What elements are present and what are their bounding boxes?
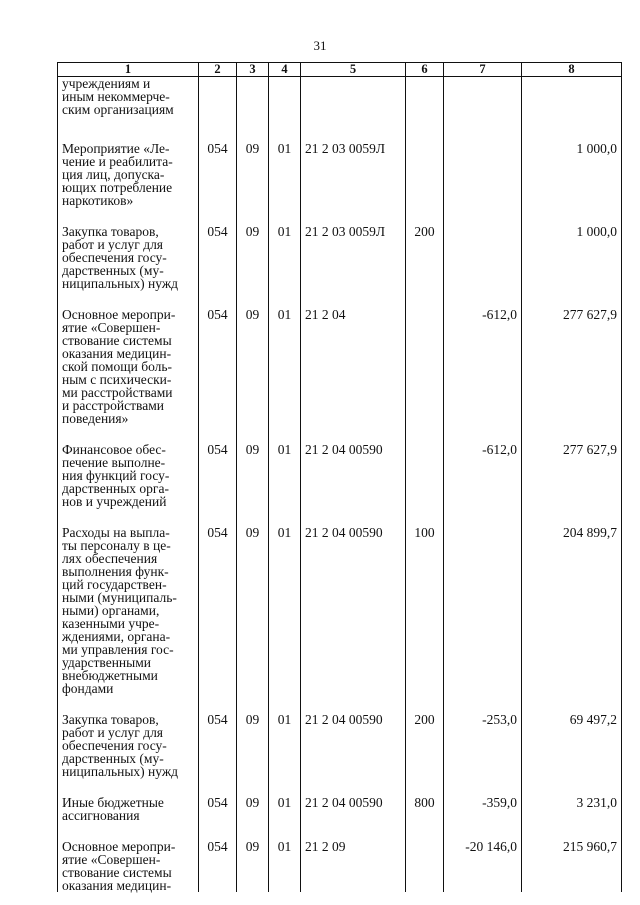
change-amount-cell: -612,0 bbox=[444, 443, 522, 526]
row-name-line: ассигнования bbox=[62, 808, 140, 823]
change-amount-cell bbox=[444, 225, 522, 308]
row-name-line: Закупка товаров, bbox=[62, 224, 159, 239]
row-name-line: ми расстройствами bbox=[62, 385, 173, 400]
target-article-cell: 21 2 03 0059Л bbox=[301, 142, 406, 225]
row-name-line: Мероприятие «Ле- bbox=[62, 141, 170, 156]
row-name-line: иным некоммерче- bbox=[62, 89, 170, 104]
column-header: 6 bbox=[406, 63, 444, 77]
subsection-cell: 01 bbox=[269, 142, 301, 225]
row-name-cell bbox=[58, 225, 199, 308]
total-amount-cell: 215 960,7 bbox=[522, 840, 622, 892]
subsection-cell: 01 bbox=[269, 443, 301, 526]
row-name-line: ций государствен- bbox=[62, 577, 167, 592]
section-cell: 09 bbox=[237, 308, 269, 443]
row-name-line: ниципальных) нужд bbox=[62, 764, 179, 779]
column-header: 8 bbox=[522, 63, 622, 77]
total-amount-cell: 3 231,0 bbox=[522, 796, 622, 840]
change-amount-cell bbox=[444, 526, 522, 713]
expense-type-cell: 200 bbox=[406, 713, 444, 796]
row-name-line: ской помощи боль- bbox=[62, 359, 173, 374]
row-name-line: ятие «Совершен- bbox=[62, 320, 161, 335]
section-cell: 09 bbox=[237, 840, 269, 892]
row-name-cell bbox=[58, 840, 199, 892]
row-name-line: работ и услуг для bbox=[62, 725, 164, 740]
table-row bbox=[58, 308, 622, 443]
row-name-line: обеспечения госу- bbox=[62, 250, 167, 265]
row-name-cell bbox=[58, 77, 199, 143]
row-name-line: ствование системы bbox=[62, 865, 172, 880]
change-amount-cell: -20 146,0 bbox=[444, 840, 522, 892]
target-article-cell: 21 2 03 0059Л bbox=[301, 225, 406, 308]
row-name-line: и расстройствами bbox=[62, 398, 164, 413]
column-header: 2 bbox=[199, 63, 237, 77]
row-name-line: ным с психически- bbox=[62, 372, 172, 387]
section-cell: 09 bbox=[237, 443, 269, 526]
expense-type-cell: 200 bbox=[406, 225, 444, 308]
row-name-line: ждениями, органа- bbox=[62, 629, 171, 644]
section-cell: 09 bbox=[237, 225, 269, 308]
row-name-line: ния функций госу- bbox=[62, 468, 170, 483]
page-number: 31 bbox=[313, 38, 327, 53]
target-article-cell: 21 2 04 00590 bbox=[301, 713, 406, 796]
column-header: 4 bbox=[269, 63, 301, 77]
target-article-cell bbox=[301, 77, 406, 143]
change-amount-cell bbox=[444, 142, 522, 225]
subsection-cell bbox=[269, 77, 301, 143]
row-name-line: Расходы на выпла- bbox=[62, 525, 170, 540]
subsection-cell: 01 bbox=[269, 796, 301, 840]
row-name-cell bbox=[58, 308, 199, 443]
total-amount-cell: 277 627,9 bbox=[522, 308, 622, 443]
row-name-line: казенными учре- bbox=[62, 616, 160, 631]
row-name-line: нов и учреждений bbox=[62, 494, 167, 509]
row-name-line: Закупка товаров, bbox=[62, 712, 159, 727]
table-row bbox=[58, 840, 622, 892]
target-article-cell: 21 2 04 00590 bbox=[301, 443, 406, 526]
change-amount-cell bbox=[444, 77, 522, 143]
row-name-line: учреждениям и bbox=[62, 76, 151, 91]
expense-type-cell bbox=[406, 77, 444, 143]
gov-code-cell: 054 bbox=[199, 840, 237, 892]
row-name-line: работ и услуг для bbox=[62, 237, 164, 252]
row-name-line: ными) органами, bbox=[62, 603, 160, 618]
section-cell: 09 bbox=[237, 526, 269, 713]
gov-code-cell: 054 bbox=[199, 142, 237, 225]
change-amount-cell: -253,0 bbox=[444, 713, 522, 796]
row-name-cell bbox=[58, 713, 199, 796]
table-row bbox=[58, 142, 622, 225]
row-name-cell bbox=[58, 796, 199, 840]
target-article-cell: 21 2 04 00590 bbox=[301, 796, 406, 840]
table-header-row bbox=[58, 63, 622, 77]
subsection-cell: 01 bbox=[269, 713, 301, 796]
gov-code-cell: 054 bbox=[199, 526, 237, 713]
subsection-cell: 01 bbox=[269, 225, 301, 308]
change-amount-cell: -612,0 bbox=[444, 308, 522, 443]
section-cell: 09 bbox=[237, 713, 269, 796]
row-name-cell bbox=[58, 443, 199, 526]
row-name-line: оказания медицин- bbox=[62, 878, 172, 893]
gov-code-cell: 054 bbox=[199, 443, 237, 526]
subsection-cell: 01 bbox=[269, 840, 301, 892]
column-header: 5 bbox=[301, 63, 406, 77]
table-row bbox=[58, 225, 622, 308]
row-name-line: ция лиц, допуска- bbox=[62, 167, 165, 182]
row-name-line: внебюджетными bbox=[62, 668, 158, 683]
target-article-cell: 21 2 09 bbox=[301, 840, 406, 892]
target-article-cell: 21 2 04 bbox=[301, 308, 406, 443]
row-name-line: наркотиков» bbox=[62, 193, 134, 208]
column-header: 3 bbox=[237, 63, 269, 77]
expense-type-cell bbox=[406, 308, 444, 443]
row-name-line: Основное меропри- bbox=[62, 839, 176, 854]
section-cell bbox=[237, 77, 269, 143]
total-amount-cell: 69 497,2 bbox=[522, 713, 622, 796]
row-name-line: ниципальных) нужд bbox=[62, 276, 179, 291]
section-cell: 09 bbox=[237, 142, 269, 225]
table-row bbox=[58, 713, 622, 796]
row-name-line: ским организациям bbox=[62, 102, 174, 117]
table-row bbox=[58, 77, 622, 143]
row-name-line: Иные бюджетные bbox=[62, 795, 164, 810]
row-name-cell bbox=[58, 142, 199, 225]
gov-code-cell: 054 bbox=[199, 308, 237, 443]
target-article-cell: 21 2 04 00590 bbox=[301, 526, 406, 713]
row-name-line: ствование системы bbox=[62, 333, 172, 348]
total-amount-cell: 1 000,0 bbox=[522, 142, 622, 225]
row-name-line: выполнения функ- bbox=[62, 564, 169, 579]
section-cell: 09 bbox=[237, 796, 269, 840]
row-name-line: поведения» bbox=[62, 411, 129, 426]
row-name-line: Основное меропри- bbox=[62, 307, 176, 322]
row-name-line: дарственных орга- bbox=[62, 481, 169, 496]
budget-table bbox=[57, 62, 622, 892]
expense-type-cell bbox=[406, 142, 444, 225]
table-row bbox=[58, 526, 622, 713]
subsection-cell: 01 bbox=[269, 526, 301, 713]
column-header: 7 bbox=[444, 63, 522, 77]
change-amount-cell: -359,0 bbox=[444, 796, 522, 840]
column-header: 1 bbox=[58, 63, 199, 77]
total-amount-cell: 1 000,0 bbox=[522, 225, 622, 308]
expense-type-cell bbox=[406, 443, 444, 526]
row-name-line: ющих потребление bbox=[62, 180, 173, 195]
table-row bbox=[58, 443, 622, 526]
expense-type-cell: 100 bbox=[406, 526, 444, 713]
row-name-cell bbox=[58, 526, 199, 713]
row-name-line: печение выполне- bbox=[62, 455, 166, 470]
gov-code-cell: 054 bbox=[199, 225, 237, 308]
row-name-line: обеспечения госу- bbox=[62, 738, 167, 753]
gov-code-cell: 054 bbox=[199, 796, 237, 840]
row-name-line: фондами bbox=[62, 681, 114, 696]
row-name-line: чение и реабилита- bbox=[62, 154, 173, 169]
expense-type-cell bbox=[406, 840, 444, 892]
row-name-line: Финансовое обес- bbox=[62, 442, 166, 457]
expense-type-cell: 800 bbox=[406, 796, 444, 840]
total-amount-cell: 277 627,9 bbox=[522, 443, 622, 526]
row-name-line: ными (муниципаль- bbox=[62, 590, 177, 605]
row-name-line: ми управления гос- bbox=[62, 642, 174, 657]
row-name-line: оказания медицин- bbox=[62, 346, 172, 361]
row-name-line: дарственных (му- bbox=[62, 751, 164, 766]
subsection-cell: 01 bbox=[269, 308, 301, 443]
row-name-line: лях обеспечения bbox=[62, 551, 158, 566]
table-row bbox=[58, 796, 622, 840]
gov-code-cell: 054 bbox=[199, 713, 237, 796]
row-name-line: ты персоналу в це- bbox=[62, 538, 171, 553]
total-amount-cell: 204 899,7 bbox=[522, 526, 622, 713]
table-body bbox=[58, 77, 622, 893]
gov-code-cell bbox=[199, 77, 237, 143]
total-amount-cell bbox=[522, 77, 622, 143]
row-name-line: ударственными bbox=[62, 655, 151, 670]
row-name-line: ятие «Совершен- bbox=[62, 852, 161, 867]
row-name-line: дарственных (му- bbox=[62, 263, 164, 278]
